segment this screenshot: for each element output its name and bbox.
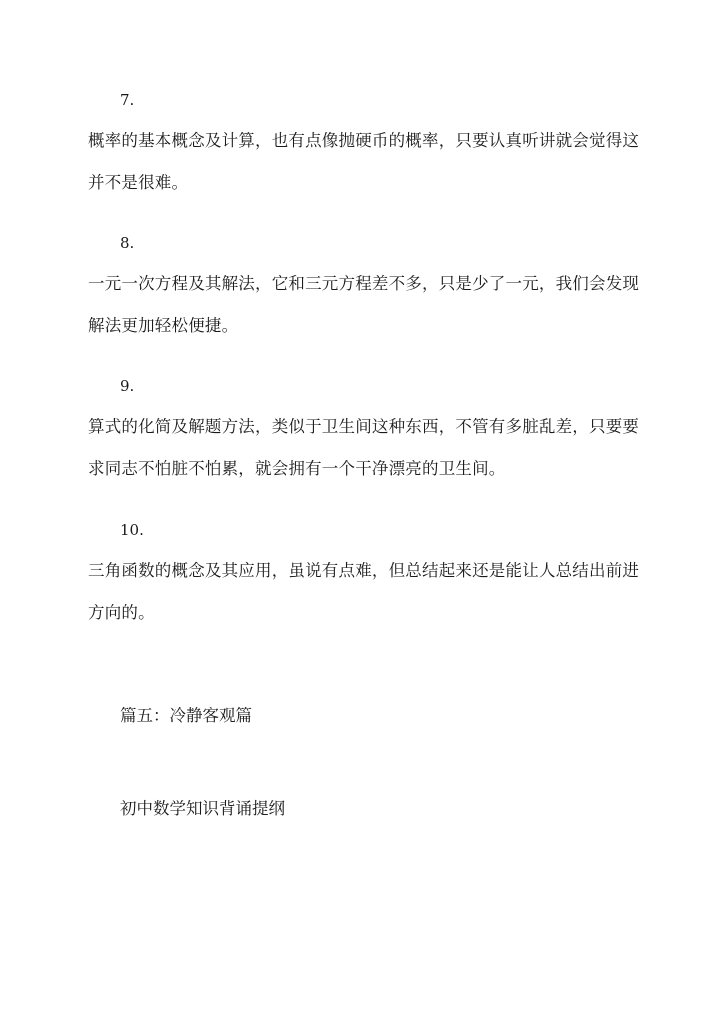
item-number-9: 9. <box>120 377 135 395</box>
item-number-7: 7. <box>120 91 135 109</box>
item-number-10: 10. <box>120 521 144 539</box>
item-text-8: 一元一次方程及其解法，它和三元方程差不多，只是少了一元，我们会发现解法更加轻松便捷。 <box>88 274 640 335</box>
section-title: 篇五：冷静客观篇 <box>120 706 252 725</box>
item-number-8: 8. <box>120 234 135 252</box>
item-text-10: 三角函数的概念及其应用，虽说有点难，但总结起来还是能让人总结出前进方向的。 <box>88 561 640 622</box>
item-text-7: 概率的基本概念及计算，也有点像抛硬币的概率，只要认真听讲就会觉得这并不是很难。 <box>88 131 640 192</box>
document-subtitle: 初中数学知识背诵提纲 <box>120 799 285 818</box>
item-text-9: 算式的化简及解题方法，类似于卫生间这种东西，不管有多脏乱差，只要要求同志不怕脏不怕累，就会拥有一个干净漂亮的卫生间。 <box>88 417 640 478</box>
